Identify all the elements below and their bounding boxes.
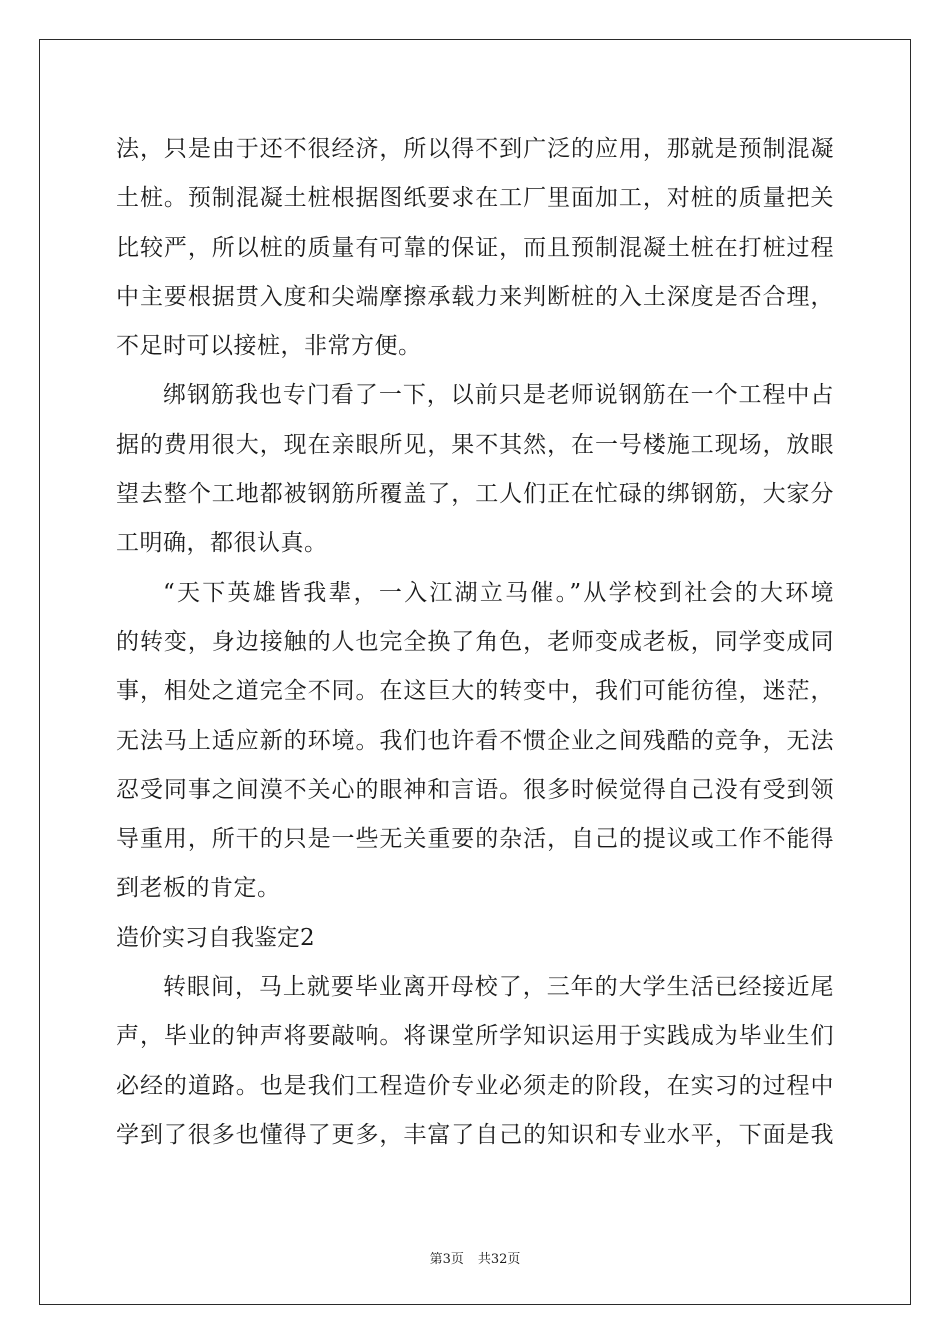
text-line: 绑钢筋我也专门看了一下，以前只是老师说钢筋在一个工程中占 xyxy=(163,382,834,409)
text-line: 转眼间，马上就要毕业离开母校了，三年的大学生活已经接近尾 xyxy=(163,974,834,1001)
paragraph xyxy=(116,371,834,568)
page-footer xyxy=(0,1248,950,1267)
text-line: 到老板的肯定。 xyxy=(116,875,281,902)
text-line: 望去整个工地都被钢筋所覆盖了，工人们正在忙碌的绑钢筋，大家分 xyxy=(116,481,834,508)
text-line: 必经的道路。也是我们工程造价专业必须走的阶段，在实习的过程中 xyxy=(116,1072,834,1099)
page-total: 共32页 xyxy=(477,1252,521,1267)
text-line: 学到了很多也懂得了更多，丰富了自己的知识和专业水平，下面是我 xyxy=(116,1121,834,1148)
text-line: 声，毕业的钟声将要敲响。将课堂所学知识运用于实践成为毕业生们 xyxy=(116,1023,834,1050)
section-title: 造价实习自我鉴定2 xyxy=(116,924,315,951)
text-line: 比较严，所以桩的质量有可靠的保证，而且预制混凝土桩在打桩过程 xyxy=(116,234,834,261)
text-line: 导重用，所干的只是一些无关重要的杂活，自己的提议或工作不能得 xyxy=(116,826,834,853)
text-line: “天下英雄皆我辈，一入江湖立马催。”从学校到社会的大环境 xyxy=(163,579,834,606)
paragraph xyxy=(116,963,834,1160)
text-line: 忍受同事之间漠不关心的眼神和言语。很多时候觉得自己没有受到领 xyxy=(116,776,834,803)
document-body xyxy=(116,125,834,1160)
paragraph xyxy=(116,569,834,914)
text-line: 据的费用很大，现在亲眼所见，果不其然，在一号楼施工现场，放眼 xyxy=(116,431,834,458)
page-number: 第3页 xyxy=(429,1252,464,1267)
text-line: 不足时可以接桩，非常方便。 xyxy=(116,333,422,360)
text-line: 中主要根据贯入度和尖端摩擦承载力来判断桩的入土深度是否合理， xyxy=(116,283,834,310)
text-line: 的转变，身边接触的人也完全换了角色，老师变成老板，同学变成同 xyxy=(116,628,834,655)
text-line: 无法马上适应新的环境。我们也许看不惯企业之间残酷的竞争，无法 xyxy=(116,727,834,754)
text-line: 土桩。预制混凝土桩根据图纸要求在工厂里面加工，对桩的质量把关 xyxy=(116,185,834,212)
text-line: 工明确，都很认真。 xyxy=(116,530,328,557)
text-line: 事，相处之道完全不同。在这巨大的转变中，我们可能彷徨，迷茫， xyxy=(116,678,834,705)
text-line: 法，只是由于还不很经济，所以得不到广泛的应用，那就是预制混凝 xyxy=(116,136,834,162)
paragraph xyxy=(116,125,834,371)
